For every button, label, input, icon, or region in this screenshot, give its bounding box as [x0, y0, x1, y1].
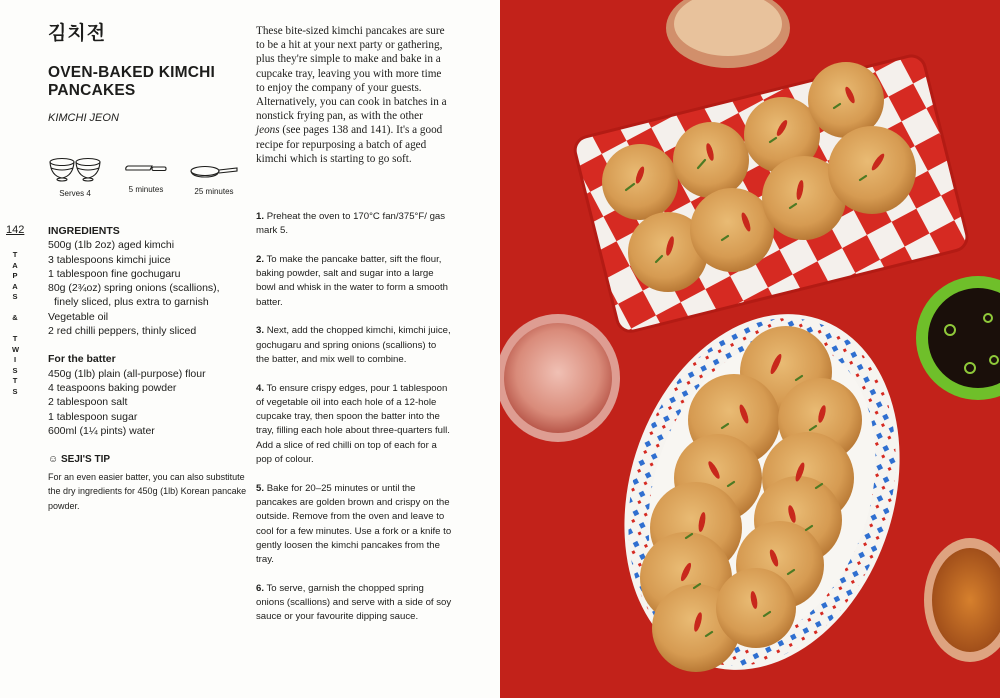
batter-item: 450g (1lb) plain (all-purpose) flour	[48, 367, 206, 380]
section-letter: T	[12, 334, 18, 343]
batter-item: 2 tablespoon salt	[48, 396, 128, 409]
frying-pan-icon	[189, 162, 239, 182]
batter-item: 1 tablespoon sugar	[48, 410, 138, 423]
step-text: To serve, garnish the chopped spring onions (scallions) and serve with a side of soy sauce or your favourite dipping sauce.	[256, 582, 452, 623]
recipe-title: OVEN-BAKED KIMCHI PANCAKES	[48, 64, 216, 99]
serves-info	[46, 154, 104, 198]
intro-text-italic: jeons	[256, 124, 280, 137]
method-step	[256, 382, 452, 468]
step-number: 2.	[256, 253, 265, 265]
ingredient-item: 500g (1lb 2oz) aged kimchi	[48, 239, 175, 252]
step-text: Bake for 20–25 minutes or until the pancakes are golden brown and crispy on the outside. Remove from the oven and leave to cool for a few minutes. Use a fork or a knife to gently loosen the kimchi pancakes from the tray.	[256, 482, 452, 566]
section-letter: A	[12, 260, 18, 270]
step-text: Next, add the chopped kimchi, kimchi juice, gochugaru and spring onions (scallions) to the batter, and mix well to combine.	[256, 325, 451, 365]
section-letter: S	[12, 292, 18, 301]
tip-heading: ☺ SEJI'S TIP	[48, 454, 111, 465]
ingredient-item: 3 tablespoons kimchi juice	[48, 253, 171, 266]
step-number: 6.	[256, 582, 265, 594]
beer-glass	[500, 314, 620, 442]
section-letter: T	[12, 376, 18, 385]
cook-time-label: 25 minutes	[194, 187, 234, 196]
batter-heading: For the batter	[48, 353, 116, 366]
tip-box	[48, 453, 248, 513]
ingredient-item: Vegetable oil	[48, 310, 109, 323]
batter-item: 4 teaspoons baking powder	[48, 381, 177, 394]
step-text: Preheat the oven to 170°C fan/375°F/ gas mark 5.	[256, 211, 446, 237]
food-photo	[500, 0, 1000, 698]
intro-paragraph	[256, 24, 448, 166]
ingredient-item: finely sliced, plus extra to garnish	[54, 296, 209, 309]
intro-text-start: These bite-sized kimchi pancakes are sure to be a hit at your next party or gathering, plus they're simple to make and bake in a cupcake tray, leaving you with more time to enjoy the company of your guests. Alternatively, you can cook in batches in a nonstick frying pan, as with the other	[256, 25, 447, 123]
knife-icon	[124, 160, 168, 180]
section-letter: &	[12, 313, 18, 322]
step-number: 3.	[256, 325, 265, 337]
method-step	[256, 482, 452, 568]
batter-item: 600ml (1¼ pints) water	[48, 424, 155, 437]
ingredients-heading: INGREDIENTS	[48, 225, 120, 237]
method-steps	[256, 210, 452, 639]
serves-label: Serves 4	[59, 189, 91, 198]
step-text: To ensure crispy edges, pour 1 tablespoon of vegetable oil into each hole of a 12-hole cupcake tray, then spoon the batter into the tray, filling each hole about three-quarters full. Add a slice of red chilli on top of each for a pop of colour.	[256, 382, 450, 466]
kimchi-pancakes-photo	[500, 0, 1000, 698]
method-step	[256, 253, 452, 310]
page-number: 142	[6, 224, 25, 236]
section-letter: T	[12, 250, 18, 259]
section-letter: W	[12, 344, 20, 354]
step-number: 4.	[256, 382, 265, 394]
section-letter: S	[12, 386, 18, 396]
recipe-subtitle: KIMCHI JEON	[48, 112, 119, 124]
section-letter: S	[12, 365, 18, 375]
section-letter: I	[13, 355, 17, 364]
section-label-vertical	[12, 250, 18, 397]
method-step	[256, 210, 452, 239]
bowls-icon	[47, 154, 103, 184]
cook-time-info	[188, 162, 240, 196]
step-number: 1.	[256, 211, 265, 222]
method-step	[256, 582, 452, 625]
section-letter: P	[12, 271, 18, 280]
korean-title: 김치전	[48, 23, 107, 44]
ingredient-item: 1 tablespoon fine gochugaru	[48, 267, 181, 280]
step-number: 5.	[256, 482, 265, 494]
section-letter	[12, 303, 18, 314]
tip-text: For an even easier batter, you can also substitute the dry ingredients for 450g (1lb) Korean pancake powder.	[48, 471, 247, 511]
intro-text-end: (see pages 138 and 141). It's a good recipe for repurposing a batch of aged kimchi which is starting to go soft.	[256, 124, 443, 165]
section-letter	[12, 324, 18, 335]
prep-time-info	[122, 160, 170, 194]
ingredient-item: 2 red chilli peppers, thinly sliced	[48, 325, 197, 338]
ingredients-section	[48, 224, 248, 438]
ingredient-item: 80g (2¾oz) spring onions (scallions),	[48, 282, 220, 295]
step-text: To make the pancake batter, sift the flour, baking powder, salt and sugar into a large bowl and whisk in the water to form a smooth batter.	[256, 253, 448, 308]
prep-time-label: 5 minutes	[128, 185, 164, 194]
method-step	[256, 324, 452, 367]
section-letter: A	[12, 281, 18, 291]
